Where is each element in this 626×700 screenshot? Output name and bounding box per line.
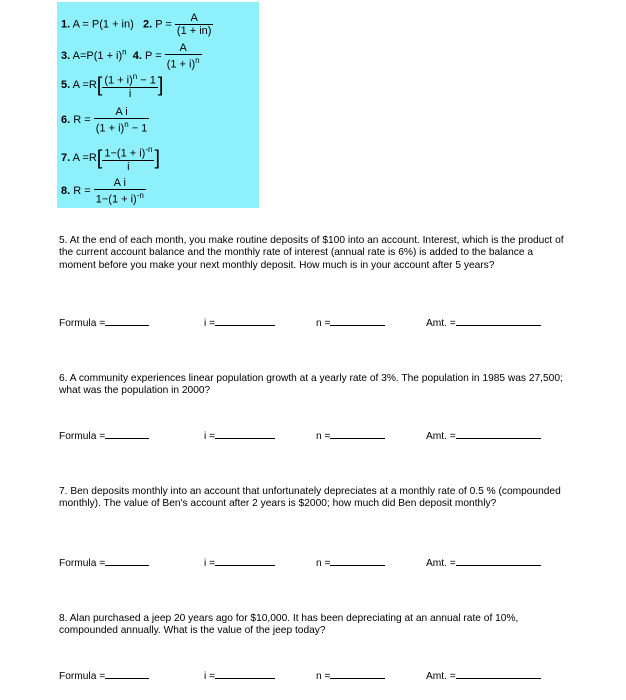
formula-row-4 bbox=[61, 106, 149, 135]
formula-reference-box bbox=[57, 2, 259, 208]
formula-3-exponent: n bbox=[122, 47, 127, 57]
amt-answer-blank[interactable] bbox=[456, 556, 541, 566]
n-answer-blank[interactable] bbox=[330, 316, 385, 326]
left-bracket-icon: [ bbox=[96, 74, 103, 97]
problem-7-text: 7. Ben deposits monthly into an account that unfortunately depreciates at a monthly rate of 0.5 % (compounded monthly). The value of Ben's account after 2 years is $2000; how much did Ben deposit monthly? bbox=[59, 486, 561, 510]
formula-answer-blank[interactable] bbox=[105, 316, 149, 326]
formula-3-number: 3. bbox=[61, 50, 71, 63]
problem-5-text: 5. At the end of each month, you make routine deposits of $100 into an account. Interest, which is the product of the current account balance and the monthly rate of interest (annual rate is 6%) is added to the balance a moment before you make your next monthly deposit. How much is in your account after 5 years? bbox=[59, 235, 564, 271]
n-answer-blank[interactable] bbox=[330, 429, 385, 439]
formula-1-number: 1. bbox=[61, 18, 71, 31]
formula-8-denominator: $1-(1 + i)^{-n}$ bbox=[95, 191, 144, 206]
amt-label: Amt. = bbox=[426, 671, 456, 682]
formula-8-fraction bbox=[94, 177, 146, 206]
i-label: i = bbox=[204, 431, 216, 442]
formula-8-numerator: A i bbox=[113, 177, 126, 189]
right-bracket-icon: ] bbox=[154, 147, 161, 170]
formula-7-lhs: A =R bbox=[72, 152, 97, 165]
formula-5-numerator: $(1 + i)^n - 1$ bbox=[104, 72, 156, 87]
amt-label: Amt. = bbox=[426, 558, 456, 569]
amt-label: Amt. = bbox=[426, 431, 456, 442]
formula-3-lhs: A=P(1 + i) bbox=[72, 50, 123, 63]
i-answer-blank[interactable] bbox=[215, 556, 275, 566]
i-answer-blank[interactable] bbox=[215, 316, 275, 326]
i-label: i = bbox=[204, 671, 216, 682]
answer-row-7 bbox=[59, 556, 559, 570]
formula-4-numerator: A bbox=[179, 42, 187, 54]
formula-answer-blank[interactable] bbox=[105, 556, 149, 566]
n-label: n = bbox=[316, 671, 331, 682]
n-answer-blank[interactable] bbox=[330, 669, 385, 679]
formula-7-denominator: i bbox=[102, 160, 154, 173]
formula-6-number: 6. bbox=[61, 114, 71, 127]
formula-row-2 bbox=[61, 42, 202, 71]
formula-row-1 bbox=[61, 12, 213, 37]
formula-label: Formula = bbox=[59, 671, 106, 682]
formula-6-fraction bbox=[94, 106, 150, 135]
n-label: n = bbox=[316, 318, 331, 329]
amt-answer-blank[interactable] bbox=[456, 429, 541, 439]
formula-row-5 bbox=[61, 144, 160, 173]
formula-7-fraction bbox=[102, 144, 154, 173]
formula-8-number: 8. bbox=[61, 185, 71, 198]
n-answer-blank[interactable] bbox=[330, 556, 385, 566]
formula-2-fraction bbox=[175, 12, 214, 37]
formula-row-3 bbox=[61, 71, 163, 100]
formula-4-fraction bbox=[165, 42, 202, 71]
formula-row-6 bbox=[61, 177, 146, 206]
formula-5-fraction bbox=[102, 71, 158, 100]
i-label: i = bbox=[204, 558, 216, 569]
formula-4-number: 4. bbox=[132, 50, 142, 63]
formula-4-lhs: P = bbox=[145, 50, 162, 63]
formula-2-lhs: P = bbox=[155, 18, 172, 31]
formula-label: Formula = bbox=[59, 558, 106, 569]
problem-6-text: 6. A community experiences linear population growth at a yearly rate of 3%. The population in 1985 was 27,500; what was the population in 2000? bbox=[59, 373, 563, 397]
answer-row-8 bbox=[59, 669, 559, 683]
formula-4-denominator: $(1 + i)^n$ bbox=[166, 56, 200, 71]
formula-5-number: 5. bbox=[61, 79, 71, 92]
amt-answer-blank[interactable] bbox=[456, 669, 541, 679]
formula-5-denominator: i bbox=[102, 87, 158, 100]
formula-8-lhs: R = bbox=[73, 185, 91, 198]
i-answer-blank[interactable] bbox=[215, 669, 275, 679]
amt-answer-blank[interactable] bbox=[456, 316, 541, 326]
formula-6-numerator: A i bbox=[115, 106, 128, 118]
answer-row-6 bbox=[59, 429, 559, 443]
problem-8-text: 8. Alan purchased a jeep 20 years ago for $10,000. It has been depreciating at an annual rate of 10%, compounded annually. What is the value of the jeep today? bbox=[59, 613, 519, 637]
formula-6-lhs: R = bbox=[73, 114, 91, 127]
formula-answer-blank[interactable] bbox=[105, 429, 149, 439]
formula-answer-blank[interactable] bbox=[105, 669, 149, 679]
formula-2-number: 2. bbox=[142, 18, 153, 31]
formula-label: Formula = bbox=[59, 318, 106, 329]
formula-2-numerator: A bbox=[190, 12, 198, 24]
formula-1: A = P(1 + in) bbox=[72, 18, 134, 31]
n-label: n = bbox=[316, 431, 331, 442]
formula-6-denominator: $(1 + i)^n - 1$ bbox=[95, 120, 148, 135]
answer-row-5 bbox=[59, 316, 559, 330]
i-label: i = bbox=[204, 318, 216, 329]
formula-5-lhs: A =R bbox=[72, 79, 97, 92]
formula-label: Formula = bbox=[59, 431, 106, 442]
formula-7-numerator: $1-(1 + i)^{-n}$ bbox=[104, 145, 153, 160]
formula-2-denominator: (1 + in) bbox=[176, 25, 212, 37]
right-bracket-icon: ] bbox=[157, 74, 164, 97]
i-answer-blank[interactable] bbox=[215, 429, 275, 439]
formula-7-number: 7. bbox=[61, 152, 71, 165]
n-label: n = bbox=[316, 558, 331, 569]
amt-label: Amt. = bbox=[426, 318, 456, 329]
left-bracket-icon: [ bbox=[96, 147, 103, 170]
